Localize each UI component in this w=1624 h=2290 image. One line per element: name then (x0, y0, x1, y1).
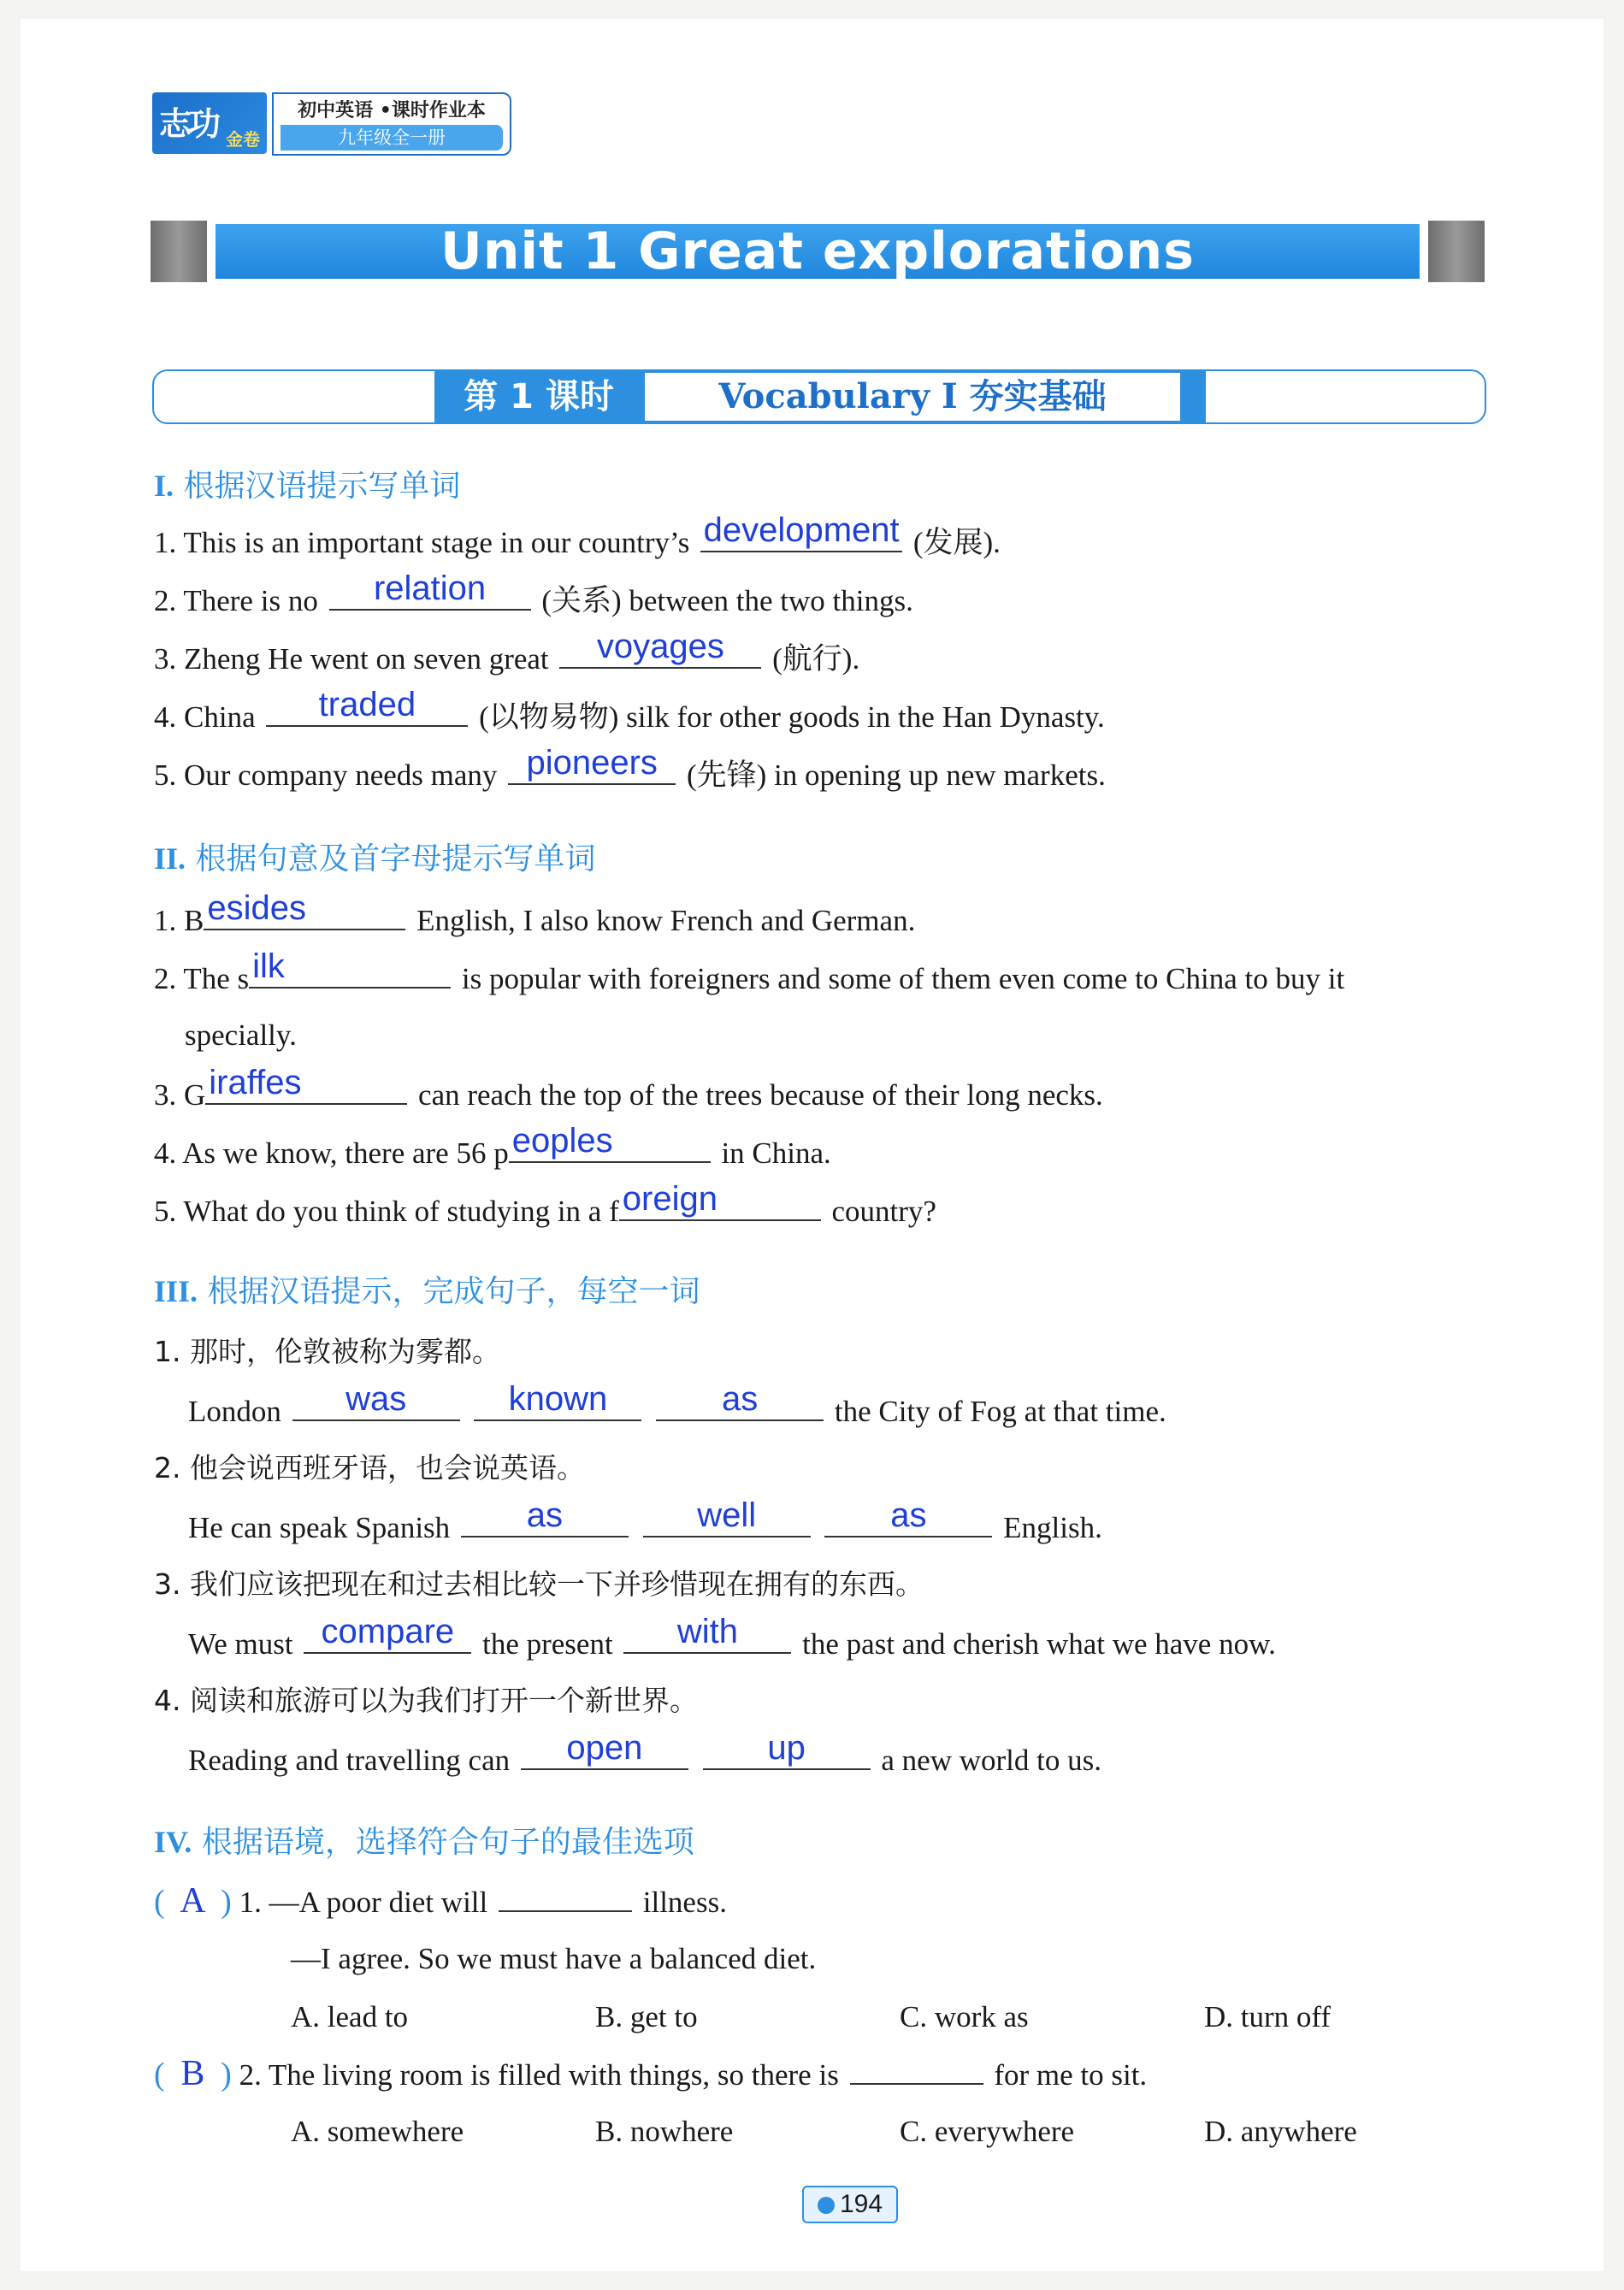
question-text: (先锋) in opening up new markets. (686, 758, 1106, 792)
banner-left-cap (151, 221, 207, 282)
exercise-line-continued (185, 1014, 297, 1057)
question-text: the past and cherish what we have now. (802, 1627, 1276, 1661)
brand-logo-text: 志功 (159, 104, 218, 143)
question-text: the present (482, 1627, 613, 1661)
question-text: specially. (185, 1018, 297, 1052)
answer-blank[interactable] (521, 1729, 688, 1770)
section-heading: 根据汉语提示写单词 (183, 469, 461, 504)
lesson-name: Vocabulary I 夯实基础 (645, 373, 1180, 421)
question-text: 4. As we know, there are 56 p (154, 1136, 509, 1170)
handwritten-choice[interactable]: A (180, 1881, 206, 1921)
option-c[interactable]: C. everywhere (900, 2115, 1075, 2148)
exercise-line (154, 889, 916, 942)
question-text: for me to sit. (994, 2058, 1148, 2092)
mc-question (154, 1880, 727, 1924)
section-title (154, 1823, 694, 1862)
chinese-prompt: 4. 阅读和旅游可以为我们打开一个新世界。 (154, 1684, 698, 1717)
handwritten-answer: known (508, 1380, 608, 1418)
exercise-line (188, 1729, 1101, 1782)
handwritten-answer: ilk (252, 947, 285, 985)
question-text: 1. This is an important stage in our country’s (154, 526, 690, 559)
answer-blank[interactable] (700, 511, 902, 552)
banner-bar (216, 221, 1420, 281)
question-text: 4. China (154, 700, 256, 734)
answer-blank[interactable] (292, 1380, 460, 1421)
handwritten-answer: development (703, 511, 900, 549)
question-text: Reading and travelling can (188, 1744, 511, 1777)
question-text: 5. Our company needs many (154, 758, 498, 792)
option-d[interactable]: D. turn off (1204, 2000, 1332, 2033)
chinese-prompt: 2. 他会说西班牙语，也会说英语。 (154, 1451, 585, 1484)
exercise-line (188, 1496, 1102, 1549)
handwritten-answer: with (676, 1613, 738, 1650)
option-a[interactable]: A. somewhere (291, 2115, 464, 2148)
question-text: English. (1003, 1511, 1102, 1544)
question-text: country? (831, 1195, 936, 1228)
question-text: 1. B (154, 904, 204, 937)
exercise-line (154, 628, 860, 681)
answer-blank[interactable] (850, 2052, 983, 2085)
unit-banner (151, 221, 1485, 282)
answer-blank[interactable] (329, 570, 531, 611)
answer-blank[interactable] (643, 1496, 811, 1537)
question-text: (航行). (772, 642, 860, 676)
answer-blank[interactable] (623, 1613, 791, 1654)
question-text: English, I also know French and German. (416, 904, 916, 937)
answer-paren-open: ( (154, 1884, 165, 1920)
lesson-tag: 第 1 课时 (464, 377, 614, 416)
handwritten-answer: up (767, 1729, 806, 1767)
handwritten-answer: well (697, 1496, 757, 1534)
handwritten-answer: was (345, 1380, 407, 1418)
answer-blank[interactable] (474, 1380, 641, 1421)
handwritten-answer: voyages (596, 628, 724, 665)
answer-blank[interactable] (461, 1496, 629, 1537)
handwritten-answer: as (722, 1380, 759, 1418)
question-text: (关系) between the two things. (541, 584, 913, 617)
question-text: 2. The s (154, 962, 250, 995)
answer-blank[interactable] (304, 1613, 471, 1654)
question-text: (发展). (912, 526, 1001, 559)
answer-blank[interactable] (824, 1496, 992, 1537)
exercise-line (154, 744, 1106, 797)
handwritten-answer: esides (207, 889, 306, 927)
section-number: I. (154, 469, 174, 503)
option-a[interactable]: A. lead to (291, 2000, 409, 2033)
section-title (154, 840, 596, 878)
section-heading: 根据汉语提示，完成句子，每空一词 (207, 1274, 700, 1309)
option-b[interactable]: B. get to (595, 2000, 698, 2033)
section-title (154, 467, 460, 505)
dialogue-reply: —I agree. So we must have a balanced diet. (291, 1942, 817, 1975)
question-text: 1. —A poor diet will (239, 1886, 488, 1919)
brand-series: 初中英语 •课时作业本 (298, 100, 486, 121)
exercise-line (154, 511, 1001, 564)
answer-blank[interactable] (205, 1064, 407, 1105)
section-number: II. (154, 841, 186, 876)
exercise-line (188, 1380, 1166, 1433)
section-heading: 根据语境，选择符合句子的最佳选项 (201, 1825, 694, 1860)
handwritten-answer: iraffes (209, 1064, 302, 1101)
handwritten-answer: traded (318, 686, 416, 723)
question-text: 2. There is no (154, 584, 318, 617)
option-c[interactable]: C. work as (900, 2000, 1029, 2033)
chinese-prompt: 3. 我们应该把现在和过去相比较一下并珍惜现在拥有的东西。 (154, 1567, 924, 1601)
question-text: London (188, 1395, 281, 1428)
question-text: illness. (642, 1886, 727, 1919)
question-text: 5. What do you think of studying in a f (154, 1195, 619, 1228)
answer-paren-open: ( (154, 2057, 165, 2092)
answer-paren-close: ) (221, 2057, 232, 2092)
answer-paren-close: ) (221, 1884, 232, 1920)
question-text: 3. G (154, 1078, 206, 1112)
section-heading: 根据句意及首字母提示写单词 (195, 841, 596, 876)
handwritten-answer: as (526, 1496, 564, 1534)
answer-blank[interactable] (508, 744, 676, 785)
section-number: III. (154, 1274, 198, 1308)
brand-series-box (272, 92, 511, 156)
question-text: a new world to us. (881, 1744, 1101, 1777)
exercise-line (154, 570, 913, 623)
option-d[interactable]: D. anywhere (1204, 2115, 1357, 2148)
banner-right-cap (1428, 221, 1485, 282)
answer-blank[interactable] (619, 1180, 821, 1221)
answer-blank[interactable] (559, 628, 761, 669)
exercise-line (188, 1613, 1276, 1666)
brand-logo-subtext: 金卷 (226, 129, 260, 150)
answer-blank[interactable] (266, 686, 468, 727)
brand-logo (152, 92, 267, 154)
handwritten-answer: open (566, 1729, 643, 1767)
question-text: 2. The living room is filled with things, so there is (239, 2058, 839, 2092)
question-text: (以物易物) silk for other goods in the Han Dynasty. (479, 700, 1105, 734)
answer-blank[interactable] (703, 1729, 871, 1770)
brand-grade: 九年级全一册 (281, 125, 503, 151)
answer-blank[interactable] (249, 947, 451, 989)
handwritten-answer: eoples (511, 1122, 613, 1160)
handwritten-answer: relation (373, 570, 487, 607)
handwritten-answer: oreign (622, 1180, 718, 1218)
exercise-line (154, 947, 1345, 1000)
chinese-prompt: 1. 那时，伦敦被称为雾都。 (154, 1335, 500, 1368)
handwritten-choice[interactable]: B (180, 2054, 205, 2093)
lesson-bar (152, 369, 1486, 424)
answer-blank[interactable] (656, 1380, 824, 1421)
question-text: can reach the top of the trees because of their long necks. (418, 1078, 1103, 1112)
section-title (154, 1272, 700, 1311)
question-text: is popular with foreigners and some of them even come to China to buy it (461, 962, 1345, 995)
exercise-line (154, 686, 1105, 739)
answer-blank[interactable] (204, 889, 405, 930)
handwritten-answer: compare (321, 1613, 455, 1650)
question-text: He can speak Spanish (188, 1511, 451, 1544)
answer-blank[interactable] (499, 1880, 632, 1912)
handwritten-answer: as (890, 1496, 927, 1534)
page-number: 194 (802, 2186, 898, 2223)
exercise-line (154, 1180, 936, 1233)
question-text: the City of Fog at that time. (834, 1395, 1166, 1428)
exercise-line (154, 1064, 1103, 1117)
brand-header (152, 92, 511, 154)
exercise-line (154, 1122, 831, 1175)
option-b[interactable]: B. nowhere (595, 2115, 734, 2148)
section-number: IV. (154, 1825, 192, 1859)
question-text: in China. (721, 1136, 831, 1170)
handwritten-answer: pioneers (526, 744, 658, 782)
unit-title: Unit 1 Great explorations (440, 221, 1195, 281)
mc-question (154, 2052, 1147, 2097)
answer-blank[interactable] (509, 1122, 711, 1163)
question-text: 3. Zheng He went on seven great (154, 642, 549, 676)
question-text: We must (188, 1627, 293, 1661)
